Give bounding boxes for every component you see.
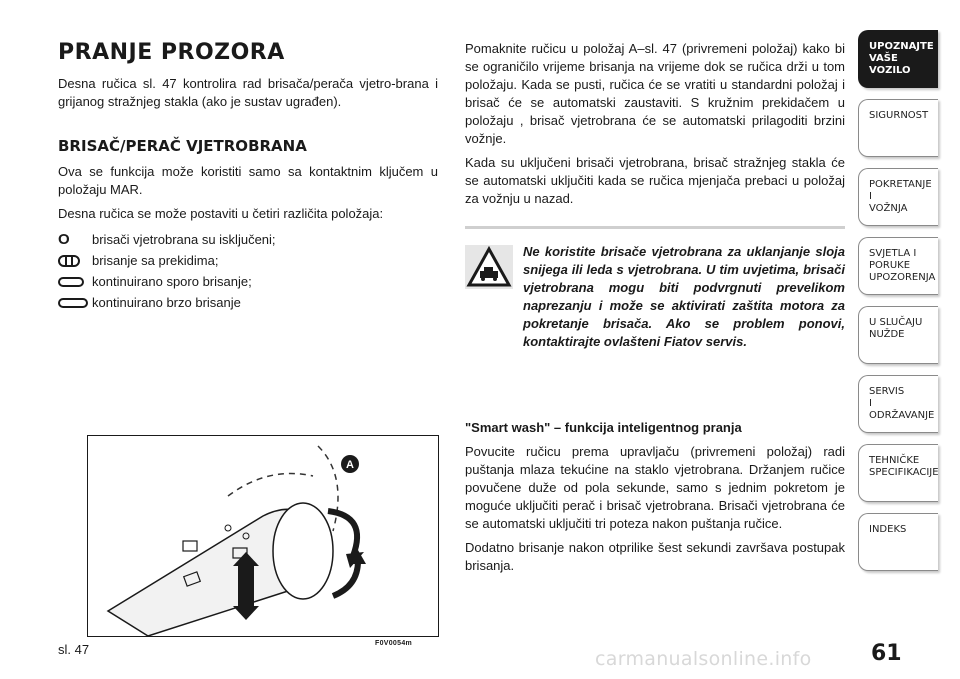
smart-wash-paragraph: Povucite ručicu prema upravljaču (privremeni položaj) radi puštanja mlaza tekućine na staklo vjetrobrana. Držanjem ručice povučene duže od pola sekunde, samo s jednim pokretom je moguće uključiti perač i brisač vjetrobrana. Brisači vjetrobrana će se automatski uključiti tri poteza nakon puštanja ručice. (465, 444, 845, 531)
tab-sigurnost[interactable] (858, 99, 938, 157)
watermark: carmanualsonline.info (595, 648, 812, 670)
positions-intro: Desna ručica se može postaviti u četiri različita položaja: (58, 206, 384, 221)
subsection-title: BRISAČ/PERAČ VJETROBRANA (58, 137, 307, 155)
tab-label: SVJETLA I PORUKE UPOZORENJA (869, 248, 936, 283)
tab-label: SERVIS I ODRŽAVANJE (869, 386, 935, 421)
intermittent-icon (58, 255, 92, 267)
positions-list (58, 229, 438, 313)
tab-label: TEHNIČKE SPECIFIKACIJE (869, 455, 939, 478)
mar-paragraph: Ova se funkcija može koristiti samo sa kontaktnim ključem u položaju MAR. (58, 164, 438, 197)
slow-icon (58, 276, 92, 288)
tab-label: UPOZNAJTE VAŠE VOZILO (869, 41, 934, 76)
tab-indeks[interactable] (858, 513, 938, 571)
section-title: PRANJE PROZORA (58, 40, 285, 65)
intro-paragraph: Desna ručica sl. 47 kontrolira rad brisača/perača vjetro-brana i grijanog stražnjeg stakla (ako je sustav ugrađen). (58, 76, 438, 109)
tab-label: SIGURNOST (869, 110, 929, 121)
tab-label: INDEKS (869, 524, 907, 535)
temporary-position-paragraph: Pomaknite ručicu u položaj A–sl. 47 (privremeni položaj) kako bi se ograničilo vrijeme brisanja na vrijeme dok se ručica drži u tom položaju. Kada se pusti, ručica će se vratiti u standardni položaj i brisač će se automatski zaustaviti. S kružnim prekidačem u položaju , brisač vjetrobrana će se automatski prilagoditi brzini vožnje. (465, 41, 845, 146)
position-slow (58, 271, 438, 292)
tab-label: U SLUČAJU NUŽDE (869, 317, 923, 340)
fast-icon (58, 297, 92, 309)
rear-wiper-paragraph: Kada su uključeni brisači vjetrobrana, brisač stražnjeg stakla će se automatski uključiti kada se ručica mjenjača prebaci u položaj za vožnju u nazad. (465, 155, 845, 206)
figure-label-a: A (346, 459, 354, 471)
left-column (58, 40, 438, 313)
page-number: 61 (871, 641, 902, 666)
chapter-tabs (858, 30, 938, 582)
warning-box (465, 243, 845, 351)
tab-tehnicke-specifikacije[interactable] (858, 444, 938, 502)
position-intermittent-text: brisanje sa prekidima; (92, 253, 219, 268)
position-slow-text: kontinuirano sporo brisanje; (92, 274, 252, 289)
tab-label: POKRETANJE I VOŽNJA (869, 179, 932, 214)
position-off-text: brisači vjetrobrana su isključeni; (92, 232, 276, 247)
position-off (58, 229, 438, 250)
figure-caption: sl. 47 (58, 642, 90, 657)
wiper-lever-figure (87, 435, 439, 637)
tab-pokretanje-i-voznja[interactable] (858, 168, 938, 226)
warning-text: Ne koristite brisače vjetrobrana za uklanjanje sloja snijega ili leda s vjetrobrana. U tim uvjetima, brisači vjetrobrana mogu biti podvrgnuti prevelikom naprezanju i može se aktivirati zaštita motora za pokretanje brisača. Ako se problem ponovi, kontaktirajte ovlašteni Fiatov servis. (523, 244, 845, 349)
warning-triangle-icon (465, 245, 513, 289)
warning-divider (465, 226, 845, 229)
right-column (465, 40, 845, 581)
position-intermittent (58, 250, 438, 271)
tab-u-slucaju-nuzde[interactable] (858, 306, 938, 364)
tab-svjetla-i-poruke[interactable] (858, 237, 938, 295)
position-fast-text: kontinuirano brzo brisanje (92, 295, 241, 310)
figure-code: F0V0054m (375, 640, 413, 647)
tab-upoznajte-vase-vozilo[interactable] (858, 30, 938, 88)
extra-wipe-paragraph: Dodatno brisanje nakon otprilike šest sekundi završava postupak brisanja. (465, 540, 845, 573)
smart-wash-title: "Smart wash" – funkcija inteligentnog pranja (465, 420, 742, 435)
position-fast (58, 292, 438, 313)
tab-servis-i-odrzavanje[interactable] (858, 375, 938, 433)
off-symbol: O (58, 231, 70, 248)
